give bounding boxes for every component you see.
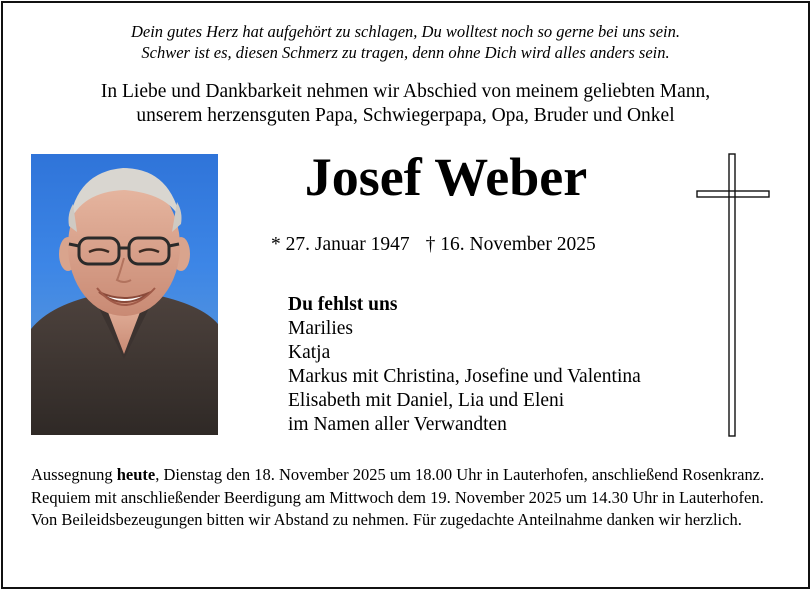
portrait-photo <box>31 154 218 435</box>
death-date: † 16. November 2025 <box>425 234 596 255</box>
blessing-notice <box>31 464 783 486</box>
mourners-list <box>288 293 641 437</box>
obituary-notice <box>1 1 810 589</box>
verse-line-2: Schwer ist es, diesen Schmerz zu tragen, denn ohne Dich wird alles anders sein. <box>141 43 670 62</box>
mourners-heading: Du fehlst uns <box>288 294 398 315</box>
intro-line-2: unserem herzensguten Papa, Schwiegerpapa, Opa, Bruder und Onkel <box>136 105 675 126</box>
deceased-name: Josef Weber <box>304 147 588 207</box>
mourner-entry: Markus mit Christina, Josefine und Valentina <box>288 366 641 387</box>
memorial-verse <box>3 21 808 63</box>
mourner-entry: Elisabeth mit Daniel, Lia und Eleni <box>288 390 565 411</box>
service-details <box>31 464 783 532</box>
farewell-intro <box>3 80 808 128</box>
birth-date: * 27. Januar 1947 <box>271 234 410 255</box>
intro-line-1: In Liebe und Dankbarkeit nehmen wir Abschied von meinem geliebten Mann, <box>100 81 711 102</box>
blessing-today: heute <box>116 465 156 484</box>
portrait-illustration <box>31 154 218 435</box>
mourner-entry: im Namen aller Verwandten <box>288 414 507 435</box>
cross-icon <box>695 153 771 437</box>
blessing-prefix: Aussegnung <box>31 465 117 484</box>
life-dates <box>271 233 596 257</box>
mourner-entry: Marilies <box>288 318 353 339</box>
mourner-entry: Katja <box>288 342 331 363</box>
blessing-details: , Dienstag den 18. November 2025 um 18.00 Uhr in Lauterhofen, anschließend Rosenkranz. <box>155 465 765 484</box>
requiem-notice: Requiem mit anschließender Beerdigung am Mittwoch dem 19. November 2025 um 14.30 Uhr in Lauterhofen. Von Beileidsbezeugungen bitten wir Abstand zu nehmen. Für zugedachte Anteilnahme danken wir herzlich. <box>31 488 764 529</box>
verse-line-1: Dein gutes Herz hat aufgehört zu schlagen, Du wolltest noch so gerne bei uns sein. <box>130 22 681 41</box>
